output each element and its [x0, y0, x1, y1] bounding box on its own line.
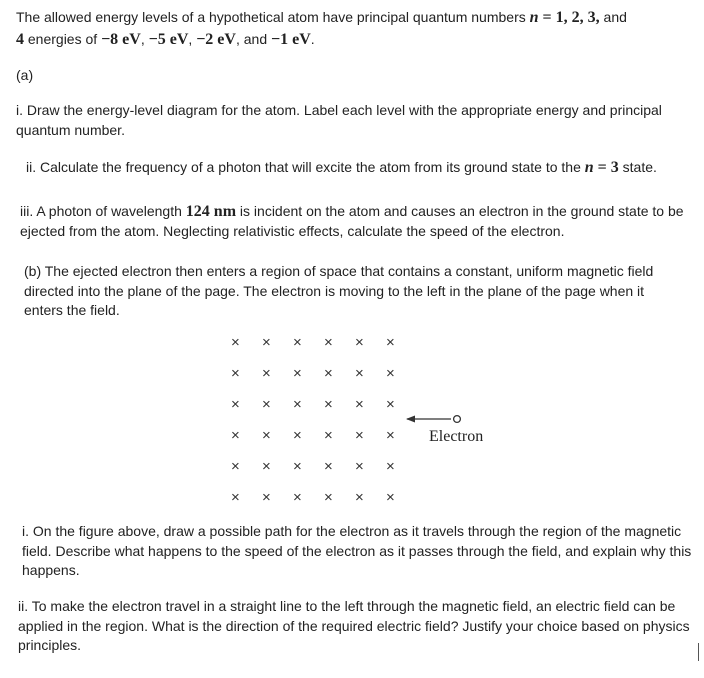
field-cross-icon: × — [355, 489, 364, 506]
energy-1: −8 eV — [101, 31, 141, 48]
part-b-intro: (b) The ejected electron then enters a region of space that contains a constant, uniform magnetic field directed into the plane of the page. The electron is moving to the left in the plane of the page when it enters the field. — [24, 263, 654, 318]
part-a-label: (a) — [16, 67, 34, 83]
field-cross-icon: × — [262, 489, 271, 506]
field-cross-icon: × — [293, 427, 302, 444]
part-b-question-2: ii. To make the electron travel in a straight line to the left through the magnetic field, an electric field can be applied in the region. What is the direction of the required electric field? Justify your choice based on physics principles. — [18, 598, 690, 653]
field-cross-icon: × — [324, 458, 333, 475]
field-cross-icon: × — [324, 365, 333, 382]
field-cross-icon: × — [386, 489, 395, 506]
part-b-question-1: i. On the figure above, draw a possible path for the electron as it travels through the region of the magnetic field. Describe what happens to the speed of the electron as it passes through the field, and explain why this happens. — [22, 523, 692, 578]
energy-count: 4 — [16, 31, 24, 48]
field-cross-icon: × — [262, 427, 271, 444]
q2-text: ii. Calculate the frequency of a photon that will excite the atom from its ground state to the — [26, 159, 585, 175]
wavelength-value: 124 nm — [185, 203, 237, 220]
field-cross-icon: × — [262, 365, 271, 382]
electron-arrow — [405, 413, 465, 425]
field-cross-icon: × — [324, 334, 333, 351]
field-cross-icon: × — [293, 334, 302, 351]
part-a-question-3 — [20, 202, 696, 241]
field-cross-icon: × — [324, 396, 333, 413]
n-values: = 1, 2, 3, — [538, 9, 600, 26]
field-cross-icon: × — [324, 489, 333, 506]
field-cross-icon: × — [386, 334, 395, 351]
field-cross-icon: × — [386, 458, 395, 475]
energies-text: energies of — [24, 31, 102, 47]
intro-text: The allowed energy levels of a hypothetical atom have principal quantum numbers — [16, 9, 530, 25]
q3-suffix: is incident on the atom and causes an electron in the ground state to be ejected from the atom. Neglecting relativistic effects, calculate the speed of the electron. — [20, 203, 684, 239]
q2-n-value: = 3 — [593, 159, 619, 176]
field-cross-icon: × — [262, 334, 271, 351]
field-cross-icon: × — [231, 334, 240, 351]
part-a-question-2 — [26, 158, 698, 178]
field-cross-icon: × — [231, 396, 240, 413]
field-cross-icon: × — [262, 396, 271, 413]
field-cross-icon: × — [355, 365, 364, 382]
part-a-question-1: i. Draw the energy-level diagram for the atom. Label each level with the appropriate energy and principal quantum number. — [16, 102, 662, 138]
n-variable: n — [529, 9, 539, 26]
energy-3: −2 eV — [196, 31, 236, 48]
intro-and: and — [599, 9, 627, 25]
energy-4: −1 eV — [271, 31, 311, 48]
q2-n-variable: n — [584, 159, 594, 176]
field-cross-icon: × — [355, 334, 364, 351]
field-cross-icon: × — [262, 458, 271, 475]
field-cross-icon: × — [293, 396, 302, 413]
field-cross-icon: × — [386, 396, 395, 413]
q2-suffix: state. — [618, 159, 657, 175]
electron-label: Electron — [429, 428, 484, 445]
field-cross-icon: × — [386, 427, 395, 444]
text-cursor — [698, 643, 699, 661]
q3-text: iii. A photon of wavelength — [20, 203, 186, 219]
field-cross-icon: × — [293, 365, 302, 382]
field-cross-icon: × — [386, 365, 395, 382]
field-cross-icon: × — [324, 427, 333, 444]
field-cross-icon: × — [231, 427, 240, 444]
energy-2: −5 eV — [148, 31, 189, 48]
field-cross-icon: × — [293, 489, 302, 506]
field-cross-icon: × — [293, 458, 302, 475]
field-cross-icon: × — [231, 489, 240, 506]
intro-line-1 — [16, 8, 696, 28]
and-text: and — [239, 31, 271, 47]
magnetic-field-figure — [222, 330, 512, 515]
intro-line-2: 4 energies of −8 eV, −5 eV, −2 eV, and −1 eV. — [16, 31, 315, 48]
field-cross-icon: × — [231, 365, 240, 382]
field-cross-icon: × — [231, 458, 240, 475]
field-cross-icon: × — [355, 396, 364, 413]
field-cross-icon: × — [355, 458, 364, 475]
field-cross-icon: × — [355, 427, 364, 444]
